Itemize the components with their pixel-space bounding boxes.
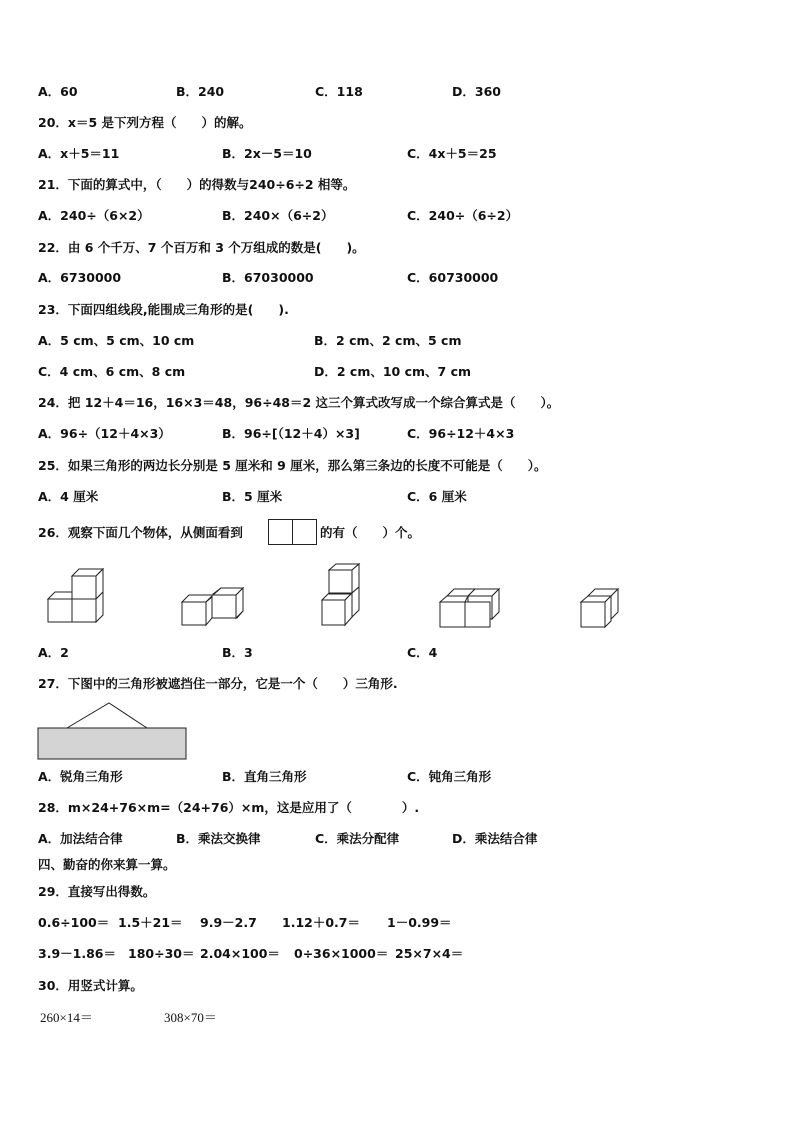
q29-item-2: 1.5＋21＝ — [118, 915, 183, 930]
q20-option-b: B．2x－5＝10 — [222, 146, 312, 161]
q29-item-6: 3.9－1.86＝ — [38, 946, 116, 961]
q26-side-view-figure — [268, 519, 318, 547]
q26-stem-post: 的有（ ）个。 — [320, 525, 421, 540]
q24-option-c: C．96÷12＋4×3 — [407, 426, 515, 441]
q23-option-d: D．2 cm、10 cm、7 cm — [314, 364, 472, 379]
q22-stem: 22．由 6 个千万、7 个百万和 3 个万组成的数是( )。 — [38, 240, 365, 255]
q30-stem: 30．用竖式计算。 — [38, 978, 143, 993]
q23-option-b: B．2 cm、2 cm、5 cm — [314, 333, 462, 348]
q23-stem: 23．下面四组线段,能围成三角形的是( ). — [38, 302, 289, 317]
q28-option-d: D．乘法结合律 — [452, 831, 538, 846]
q25-option-b: B．5 厘米 — [222, 489, 283, 504]
q26-stem-pre: 26．观察下面几个物体，从侧面看到 — [38, 525, 243, 540]
q24-option-a: A．96÷（12＋4×3） — [38, 426, 171, 441]
q29-item-9: 0÷36×1000＝ — [294, 946, 389, 961]
q26-option-a: A．2 — [38, 645, 69, 660]
q26-figure-2 — [181, 587, 245, 629]
q30-item-2: 308×70＝ — [164, 1010, 217, 1025]
q29-item-10: 25×7×4＝ — [395, 946, 464, 961]
q19-option-a: A．60 — [38, 84, 78, 99]
q25-option-a: A．4 厘米 — [38, 489, 99, 504]
q23-option-c: C．4 cm、6 cm、8 cm — [38, 364, 186, 379]
q21-stem: 21．下面的算式中，（ ）的得数与240÷6÷2 相等。 — [38, 177, 356, 192]
q27-option-a: A．锐角三角形 — [38, 769, 123, 784]
q29-stem: 29．直接写出得数。 — [38, 884, 156, 899]
q29-item-1: 0.6÷100＝ — [38, 915, 110, 930]
q26-figure-1 — [46, 568, 104, 628]
q26-figure-4 — [439, 588, 501, 630]
q24-stem: 24．把 12＋4＝16，16×3＝48，96÷48＝2 这三个算式改写成一个综合算式是（ ）。 — [38, 395, 560, 410]
q30-item-1: 260×14＝ — [40, 1010, 93, 1025]
q28-option-b: B．乘法交换律 — [176, 831, 261, 846]
section-4-title: 四、勤奋的你来算一算。 — [38, 857, 176, 872]
q23-option-a: A．5 cm、5 cm、10 cm — [38, 333, 195, 348]
q19-option-b: B．240 — [176, 84, 225, 99]
q29-item-4: 1.12＋0.7＝ — [282, 915, 360, 930]
q27-option-b: B．直角三角形 — [222, 769, 307, 784]
q19-option-c: C．118 — [315, 84, 363, 99]
q21-option-c: C．240÷（6÷2） — [407, 208, 519, 223]
q28-option-c: C．乘法分配律 — [315, 831, 400, 846]
q29-item-5: 1－0.99＝ — [387, 915, 452, 930]
q27-stem: 27．下图中的三角形被遮挡住一部分，它是一个（ ）三角形. — [38, 676, 398, 691]
q19-option-d: D．360 — [452, 84, 501, 99]
q25-option-c: C．6 厘米 — [407, 489, 467, 504]
q27-hidden-triangle-figure — [37, 700, 189, 762]
q28-option-a: A．加法结合律 — [38, 831, 123, 846]
q21-option-b: B．240×（6÷2） — [222, 208, 334, 223]
q27-option-c: C．钝角三角形 — [407, 769, 492, 784]
q29-item-7: 180÷30＝ — [128, 946, 195, 961]
q22-option-c: C．60730000 — [407, 270, 499, 285]
q20-stem: 20．x＝5 是下列方程（ ）的解。 — [38, 115, 252, 130]
q26-figure-3 — [321, 563, 361, 627]
q21-option-a: A．240÷（6×2） — [38, 208, 150, 223]
q20-option-c: C．4x＋5＝25 — [407, 146, 497, 161]
q26-option-b: B．3 — [222, 645, 253, 660]
q24-option-b: B．96÷[（12＋4）×3] — [222, 426, 360, 441]
q28-stem: 28．m×24+76×m=（24+76）×m，这是应用了（ ）. — [38, 800, 420, 815]
q22-option-a: A．6730000 — [38, 270, 122, 285]
q25-stem: 25．如果三角形的两边长分别是 5 厘米和 9 厘米，那么第三条边的长度不可能是（ ）。 — [38, 458, 547, 473]
q26-figure-5 — [580, 588, 620, 630]
q20-option-a: A．x＋5＝11 — [38, 146, 120, 161]
q29-item-3: 9.9－2.7 — [200, 915, 257, 930]
q26-option-c: C．4 — [407, 645, 438, 660]
q22-option-b: B．67030000 — [222, 270, 314, 285]
q29-item-8: 2.04×100＝ — [200, 946, 280, 961]
